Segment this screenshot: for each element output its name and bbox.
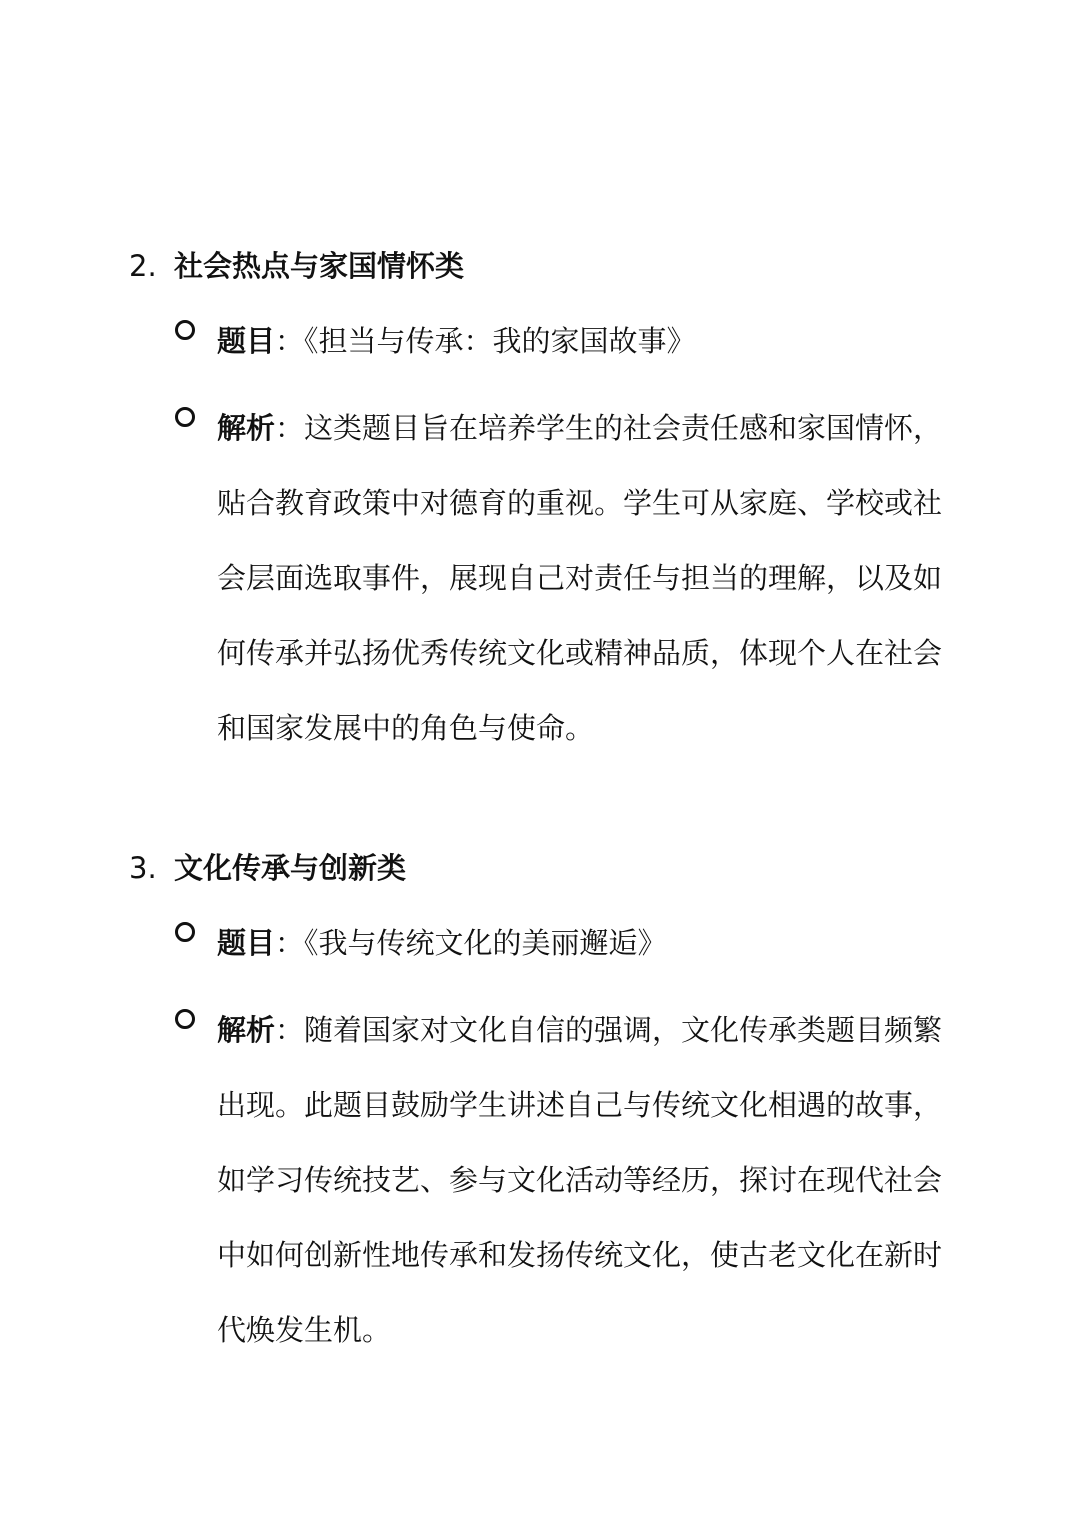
section-number: 3. [129, 851, 157, 885]
analysis-text-block [217, 993, 957, 1368]
topic-text-block [217, 304, 957, 379]
section-title: 社会热点与家国情怀类 [174, 249, 465, 283]
topic-colon: ： [275, 324, 305, 358]
analysis-item [0, 993, 1080, 1368]
section-number: 2. [129, 249, 157, 283]
topic-line [217, 906, 957, 981]
analysis-line: 如学习传统技艺、参与文化活动等经历，探讨在现代社会 [217, 1163, 943, 1197]
analysis-line: 出现。此题目鼓励学生讲述自己与传统文化相遇的故事， [217, 1088, 943, 1122]
topic-item [0, 304, 1080, 379]
analysis-label: 解析 [217, 411, 276, 445]
section-title: 文化传承与创新类 [174, 851, 407, 885]
analysis-line [217, 993, 957, 1068]
analysis-colon: ： [275, 411, 305, 445]
topic-item [0, 906, 1080, 981]
section-cultural-heritage [0, 842, 1080, 1368]
analysis-text-block [217, 391, 957, 766]
topic-text-block [217, 906, 957, 981]
analysis-line: 中如何创新性地传承和发扬传统文化，使古老文化在新时 [217, 1238, 943, 1272]
topic-colon: ： [275, 926, 305, 960]
topic-label: 题目 [217, 324, 276, 358]
hollow-circle-bullet-icon [175, 407, 195, 427]
analysis-line-text: 随着国家对文化自信的强调，文化传承类题目频繁 [304, 1013, 943, 1047]
analysis-colon: ： [275, 1013, 305, 1047]
analysis-line: 和国家发展中的角色与使命。 [217, 711, 595, 745]
analysis-line: 会层面选取事件，展现自己对责任与担当的理解，以及如 [217, 561, 943, 595]
topic-text: 《我与传统文化的美丽邂逅》 [304, 926, 667, 960]
analysis-item [0, 391, 1080, 766]
analysis-line: 贴合教育政策中对德育的重视。学生可从家庭、学校或社 [217, 486, 943, 520]
section-heading [0, 842, 1080, 894]
hollow-circle-bullet-icon [175, 320, 195, 340]
hollow-circle-bullet-icon [175, 1009, 195, 1029]
section-heading [0, 240, 1080, 292]
analysis-line [217, 391, 957, 466]
hollow-circle-bullet-icon [175, 922, 195, 942]
analysis-line: 何传承并弘扬优秀传统文化或精神品质，体现个人在社会 [217, 636, 943, 670]
analysis-label: 解析 [217, 1013, 276, 1047]
analysis-line: 代焕发生机。 [217, 1313, 392, 1347]
analysis-line-text: 这类题目旨在培养学生的社会责任感和家国情怀， [304, 411, 943, 445]
topic-label: 题目 [217, 926, 276, 960]
section-social-hotspot [0, 240, 1080, 766]
topic-line [217, 304, 957, 379]
topic-text: 《担当与传承：我的家国故事》 [304, 324, 696, 358]
